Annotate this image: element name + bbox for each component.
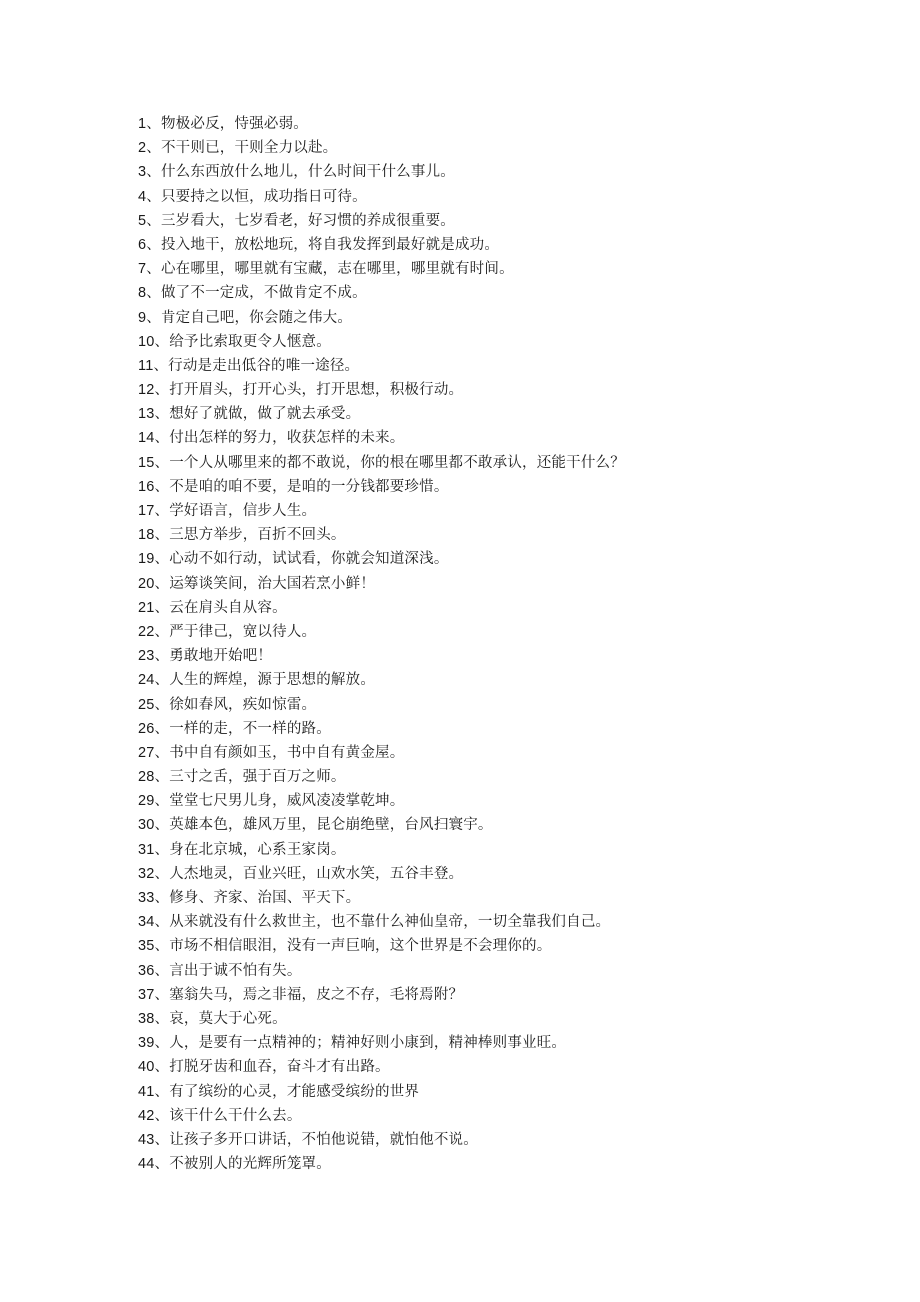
list-item — [138, 693, 878, 717]
item-text: 、三岁看大，七岁看老，好习惯的养成很重要。 — [146, 212, 455, 229]
item-number: 44 — [138, 1156, 155, 1173]
item-text: 、肯定自己吧，你会随之伟大。 — [146, 309, 353, 326]
item-number: 17 — [138, 503, 155, 519]
item-text: 、身在北京城，心系王家岗。 — [154, 841, 346, 858]
item-text: 、心在哪里，哪里就有宝藏，志在哪里，哪里就有时间。 — [146, 261, 514, 278]
item-text: 、人，是要有一点精神的；精神好则小康到，精神棒则事业旺。 — [154, 1035, 567, 1052]
item-text: 、从来就没有什么救世主，也不靠什么神仙皇帝，一切全靠我们自己。 — [154, 914, 611, 931]
list-item — [138, 886, 878, 910]
list-item — [138, 426, 878, 450]
list-item — [138, 209, 878, 233]
item-number: 7 — [138, 261, 147, 278]
item-text: 、人生的辉煌，源于思想的解放。 — [154, 672, 376, 689]
item-text: 、三寸之舌，强于百万之师。 — [154, 769, 346, 786]
list-item — [138, 523, 878, 547]
item-text: 、打开眉头，打开心头，打开思想，积极行动。 — [154, 382, 464, 399]
list-item — [138, 596, 878, 620]
item-text: 、人杰地灵，百业兴旺，山欢水笑，五谷丰登。 — [154, 865, 464, 882]
item-number: 13 — [138, 406, 155, 423]
quote-list — [138, 112, 878, 1176]
item-text: 、打脱牙齿和血吞，奋斗才有出路。 — [154, 1059, 390, 1076]
list-item — [138, 136, 878, 160]
list-item — [138, 668, 878, 692]
item-number: 36 — [138, 962, 155, 979]
item-text: 、三思方举步，百折不回头。 — [154, 527, 346, 544]
list-item — [138, 451, 878, 475]
list-item — [138, 185, 878, 209]
list-item — [138, 741, 878, 765]
item-number: 9 — [138, 309, 147, 326]
item-number: 19 — [138, 551, 155, 568]
item-text: 、严于律己，宽以待人。 — [154, 623, 317, 640]
item-number: 11 — [138, 357, 154, 374]
list-item — [138, 813, 878, 837]
item-number: 40 — [138, 1059, 155, 1076]
item-text: 、徐如春风，疾如惊雷。 — [154, 696, 317, 713]
item-number: 5 — [138, 212, 147, 229]
item-text: 、学好语言，信步人生。 — [154, 503, 317, 519]
item-text: 、哀，莫大于心死。 — [154, 1010, 287, 1027]
item-text: 、该干什么干什么去。 — [154, 1107, 302, 1124]
list-item — [138, 1152, 878, 1176]
item-text: 、让孩子多开口讲话，不怕他说错，就怕他不说。 — [154, 1131, 478, 1148]
item-number: 29 — [138, 793, 155, 810]
list-item — [138, 233, 878, 257]
item-text: 、一个人从哪里来的都不敢说，你的根在哪里都不敢承认，还能干什么？ — [154, 454, 625, 471]
item-number: 42 — [138, 1107, 155, 1124]
item-text: 、想好了就做，做了就去承受。 — [154, 406, 361, 423]
list-item — [138, 717, 878, 741]
item-number: 41 — [138, 1083, 155, 1100]
list-item — [138, 547, 878, 571]
item-number: 12 — [138, 382, 155, 399]
item-number: 37 — [138, 986, 155, 1003]
list-item — [138, 160, 878, 184]
item-text: 、不是咱的咱不要，是咱的一分钱都要珍惜。 — [154, 478, 449, 495]
item-text: 、云在肩头自从容。 — [154, 599, 287, 616]
item-number: 33 — [138, 890, 155, 906]
list-item — [138, 354, 878, 378]
item-number: 22 — [138, 623, 155, 640]
list-item — [138, 475, 878, 499]
item-number: 2 — [138, 140, 147, 157]
list-item — [138, 402, 878, 426]
item-number: 25 — [138, 696, 155, 713]
list-item — [138, 959, 878, 983]
item-number: 20 — [138, 575, 155, 592]
list-item — [138, 983, 878, 1007]
item-text: 、心动不如行动，试试看，你就会知道深浅。 — [154, 551, 449, 568]
item-number: 32 — [138, 865, 155, 882]
list-item — [138, 499, 878, 523]
item-number: 3 — [138, 164, 147, 181]
item-text: 、一样的走，不一样的路。 — [154, 720, 331, 737]
list-item — [138, 378, 878, 402]
item-number: 30 — [138, 817, 155, 834]
item-text: 、有了缤纷的心灵，才能感受缤纷的世界 — [154, 1083, 420, 1100]
item-text: 、付出怎样的努力，收获怎样的未来。 — [154, 430, 405, 447]
list-item — [138, 765, 878, 789]
list-item — [138, 838, 878, 862]
item-number: 35 — [138, 938, 155, 955]
item-text: 、勇敢地开始吧！ — [154, 648, 273, 665]
list-item — [138, 910, 878, 934]
list-item — [138, 862, 878, 886]
list-item — [138, 572, 878, 596]
list-item — [138, 1007, 878, 1031]
list-item — [138, 1031, 878, 1055]
item-number: 31 — [138, 841, 155, 858]
item-text: 、塞翁失马，焉之非福，皮之不存，毛将焉附？ — [154, 986, 464, 1003]
list-item — [138, 1080, 878, 1104]
item-number: 14 — [138, 430, 155, 447]
list-item — [138, 257, 878, 281]
item-text: 、给予比索取更令人惬意。 — [154, 333, 331, 350]
item-number: 10 — [138, 333, 155, 350]
list-item — [138, 330, 878, 354]
item-number: 21 — [138, 599, 155, 616]
item-number: 28 — [138, 769, 155, 786]
item-number: 39 — [138, 1035, 155, 1052]
list-item — [138, 644, 878, 668]
item-number: 38 — [138, 1010, 155, 1027]
list-item — [138, 281, 878, 305]
item-number: 26 — [138, 720, 155, 737]
list-item — [138, 620, 878, 644]
item-number: 6 — [138, 236, 147, 253]
item-text: 、书中自有颜如玉，书中自有黄金屋。 — [154, 744, 405, 761]
list-item — [138, 1055, 878, 1079]
item-number: 15 — [138, 454, 155, 471]
list-item — [138, 789, 878, 813]
item-text: 、投入地干，放松地玩，将自我发挥到最好就是成功。 — [146, 236, 500, 253]
item-text: 、做了不一定成，不做肯定不成。 — [146, 285, 367, 302]
item-number: 4 — [138, 188, 147, 205]
list-item — [138, 1128, 878, 1152]
item-text: 、堂堂七尺男儿身，威风凌凌掌乾坤。 — [154, 793, 405, 810]
item-text: 、英雄本色，雄风万里，昆仑崩绝壁，台风扫寰宇。 — [154, 817, 493, 834]
list-item — [138, 112, 878, 136]
list-item — [138, 934, 878, 958]
list-item — [138, 1104, 878, 1128]
item-number: 23 — [138, 648, 155, 665]
item-number: 43 — [138, 1131, 155, 1148]
item-number: 1 — [138, 116, 147, 132]
item-text: 、不被别人的光辉所笼罩。 — [154, 1156, 331, 1173]
item-number: 24 — [138, 672, 155, 689]
item-number: 16 — [138, 478, 155, 495]
item-text: 、运筹谈笑间，治大国若烹小鲜！ — [154, 575, 376, 592]
item-text: 、不干则已，干则全力以赴。 — [146, 140, 338, 157]
item-number: 34 — [138, 914, 155, 931]
list-item — [138, 306, 878, 330]
item-number: 8 — [138, 285, 147, 302]
item-text: 、物极必反，恃强必弱。 — [146, 116, 308, 132]
item-number: 18 — [138, 527, 155, 544]
item-text: 、市场不相信眼泪，没有一声巨响，这个世界是不会理你的。 — [154, 938, 552, 955]
item-text: 、修身、齐家、治国、平天下。 — [154, 890, 361, 906]
item-text: 、言出于诚不怕有失。 — [154, 962, 302, 979]
item-text: 、什么东西放什么地儿，什么时间干什么事儿。 — [146, 164, 455, 181]
item-text: 、行动是走出低谷的唯一途径。 — [153, 357, 360, 374]
item-number: 27 — [138, 744, 155, 761]
item-text: 、只要持之以恒，成功指日可待。 — [146, 188, 367, 205]
